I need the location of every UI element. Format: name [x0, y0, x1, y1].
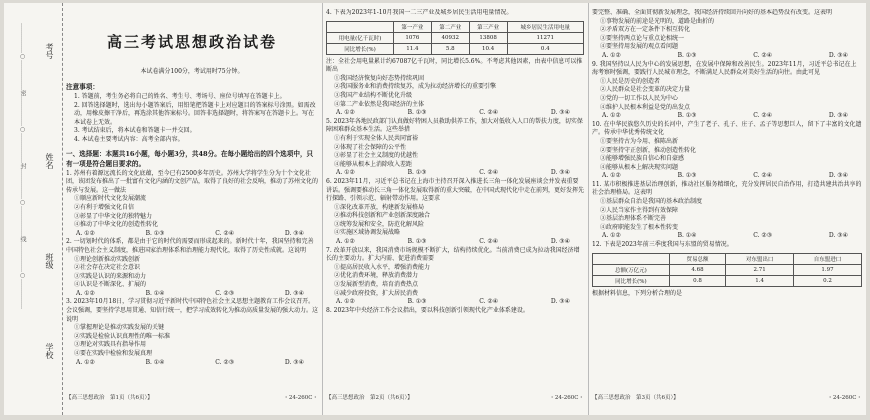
- table-cell: 11271: [507, 32, 583, 43]
- option: D. ③④: [550, 169, 570, 177]
- option: B. ①③: [677, 172, 697, 180]
- option: D. ③④: [828, 232, 848, 240]
- statement: ③彰显了中华文化的独特魅力: [74, 212, 153, 220]
- options-row: [326, 298, 584, 307]
- margin-label-class: 班级: [45, 253, 54, 269]
- statement: ④认识是不断深化、扩展的: [74, 281, 147, 289]
- statement: ②推动科技创新和产业创新深度融合: [334, 212, 431, 220]
- table-header: 城乡居民生活用电量: [507, 21, 583, 32]
- table-row: [593, 264, 862, 275]
- question-text: 根据材料信息，下列分析合理的是: [592, 289, 683, 297]
- option: B. ①③: [407, 238, 427, 246]
- option: A. ①②: [336, 238, 355, 246]
- statement: ④推动了中华文化的创造性转化: [74, 221, 159, 229]
- option: C. ②④: [479, 298, 499, 306]
- statement: ①有利于实现全体人民共同富裕: [334, 134, 419, 142]
- column-divider: [322, 3, 323, 415]
- option: C. ②④: [753, 112, 773, 120]
- option: D. ③④: [284, 358, 304, 366]
- table-cell: 13808: [469, 32, 507, 43]
- options-row: [592, 232, 862, 241]
- option: B. ①③: [407, 109, 427, 117]
- statement: ④减少政府投资，扩大居民消费: [334, 289, 419, 297]
- question-4: 4. 下表为2023年1-10月我国一二三产业及城乡居民生活用电量情况。: [326, 9, 513, 16]
- question-6: 6. 2023年11月，习近平总书记在上海市主持召开深入推进长三角一体化发展座谈会并发表重要讲话。强调要推动长三角一体化发展取得新的重大突破，在中国式现代化中走在前列，更好发挥先行探路、引领示范、辐射带动作用。这要求: [326, 177, 584, 203]
- table-cell: 0.4: [507, 43, 583, 54]
- table-cell: 40932: [431, 32, 469, 43]
- statement: ④能够从根本上消除收入差距: [334, 160, 413, 168]
- margin-label-name: 姓名: [45, 153, 54, 169]
- table-header: 对东盟出口: [726, 253, 794, 264]
- statement: ②优化消费环境，释放消费潜力: [334, 272, 419, 280]
- statement: ①要坚持古为今用、推陈出新: [600, 137, 679, 145]
- statement: ①人民是历史的创造者: [600, 77, 661, 85]
- option: D. ③④: [550, 298, 570, 306]
- options-row: [592, 52, 862, 61]
- question-2: 2. 一切划时代的体系，都是由于它的时代的需要而形成起来的。新时代十年，我国坚持和完善中国特色社会主义制度，推进国家治理体系和治理能力现代化，取得了历史性成就。这说明: [66, 238, 314, 254]
- option: A. ①②: [602, 172, 621, 180]
- table-row: [593, 275, 862, 286]
- statement: ④要在实践中检验和发展真理: [74, 350, 153, 358]
- footer-code: ・24-260C・: [549, 395, 584, 401]
- option: B. ①④: [145, 358, 165, 366]
- page-footer: [326, 393, 584, 401]
- option: C. ②④: [479, 169, 499, 177]
- statement: ④政府职能发生了根本性转变: [600, 223, 679, 231]
- question-1: 1. 苏州有着源远流长的文化底蕴，至今已有2500多年历史。苏州大学将学生分为十个文化社团，该团发布推出了一批富有文化内涵的文创产品，取得了良好的社会反响，推动了苏州文化的传承与发展。这一做法: [66, 169, 318, 194]
- question-7: 7. 改革开放以来，我国消费市场规模不断扩大，结构持续优化。当前消费已成为拉动我国经济增长的主要动力。扩大内需、促进消费需要: [326, 246, 580, 263]
- question-8: 8. 2023年中央经济工作会议指出，要以科技创新引领现代化产业体系建设。: [326, 306, 529, 314]
- binding-margin: [4, 3, 63, 415]
- option: C. ②④: [479, 109, 499, 117]
- option: A. ①②: [76, 289, 95, 297]
- statement: ②我国服务业和消费持续复苏，成为拉动经济增长的重要引擎: [334, 83, 497, 91]
- statement: ①我国经济恢复向好态势持续巩固: [334, 74, 425, 82]
- option: A. ①②: [602, 51, 621, 59]
- page-footer: [66, 393, 318, 401]
- statement: ③党的一切工作以人民为中心: [600, 94, 679, 102]
- statement: ③实践是认识的来源和动力: [74, 272, 147, 280]
- statement: ②要坚持守正创新，推动创造性转化: [600, 146, 697, 154]
- margin-label-school: 学校: [45, 343, 54, 359]
- statement: ②实践是检验认识真理性的唯一标准: [74, 332, 171, 340]
- question-11: 11. 某市积极推进基层治理创新，推动社区服务精细化，充分发挥居民自治作用，打造共建共治共享的社会治理格局。这表明: [592, 180, 862, 197]
- statement: ①基层群众自治是我国的基本政治制度: [600, 198, 703, 206]
- statement: ①提高居民收入水平，增强消费能力: [334, 263, 431, 271]
- table-cell: 同比增长(%): [327, 43, 394, 54]
- statement: ④维护人民根本利益是党的出发点: [600, 103, 691, 111]
- column-divider: [588, 3, 589, 415]
- option: C. ②④: [479, 238, 499, 246]
- options-row: [326, 238, 584, 247]
- statement: ②人民当家作主得到有效保障: [600, 206, 679, 214]
- table-row: [327, 32, 584, 43]
- statement: ②社会存在决定社会意识: [74, 264, 141, 272]
- electricity-table: [326, 21, 584, 55]
- notice-item: 3. 考试结束后，将本试卷和答题卡一并交回。: [74, 127, 196, 135]
- statement: ④实施区域协调发展战略: [334, 229, 401, 237]
- statement: ②体现了社会保障的公平性: [334, 143, 407, 151]
- notice-item: 2. 回答选择题时，选出每小题答案后，用铅笔把答题卡上对应题目的答案标号涂黑。如需改动，用橡皮擦干净后，再选涂其他答案标号。回答非选择题时，将答案写在答题卡上。写在本试卷上无效。: [74, 101, 316, 126]
- question-5: 5. 2023年各地民政部门认真做好特困人员救助供养工作，加大对低收入人口的帮扶力度，切实保障困难群众基本生活。这些举措: [326, 117, 583, 134]
- statement: ①顺应新时代文化发展潮流: [74, 195, 147, 203]
- table-cell: 1076: [393, 32, 431, 43]
- option: C. ②③: [215, 289, 235, 297]
- notice-heading: 注意事项：: [66, 83, 99, 91]
- option: B. ①③: [145, 229, 165, 237]
- statement: ②矛盾双方在一定条件下相互转化: [600, 26, 691, 34]
- table-cell: 1.97: [794, 264, 862, 275]
- option: A. ①②: [336, 298, 355, 306]
- statement: ①深化改革开放，构建新发展格局: [334, 203, 425, 211]
- options-row: [66, 359, 318, 368]
- option: B. ①④: [677, 232, 697, 240]
- table-cell: 0.8: [669, 275, 725, 286]
- option: D. ③④: [828, 112, 848, 120]
- statement: ③发展新型消费，培育消费热点: [334, 281, 419, 289]
- footer-page: 【高三思想政治 第2页（共6页）】: [326, 395, 413, 401]
- table-cell: 2.71: [726, 264, 794, 275]
- score-note: 本试卷满分100分，考试用时75分钟。: [140, 68, 244, 75]
- option: D. ③④: [284, 289, 304, 297]
- notice-item: 4. 本试卷主要考试内容：高考全部内容。: [74, 135, 184, 143]
- table-cell: 1.4: [726, 275, 794, 286]
- option: C. ②③: [215, 358, 235, 366]
- option: A. ①②: [336, 169, 355, 177]
- option: D. ③④: [550, 109, 570, 117]
- option: A. ①②: [336, 109, 355, 117]
- statement: ①理论创新推动实践创新: [74, 255, 141, 263]
- option: A. ①②: [602, 112, 621, 120]
- options-row: [326, 109, 584, 118]
- option: B. ①③: [677, 112, 697, 120]
- page-2: [326, 9, 584, 401]
- table-cell: 同比增长(%): [593, 275, 670, 286]
- footer-page: 【高三思想政治 第3页（共6页）】: [592, 395, 679, 401]
- statement: ①掌握理论是推动实践发展的关键: [74, 324, 165, 332]
- option: B. ①③: [407, 298, 427, 306]
- table-cell: 5.8: [431, 43, 469, 54]
- option: B. ①④: [145, 289, 165, 297]
- option: C. ②④: [753, 51, 773, 59]
- table-header: 第二产业: [431, 21, 469, 32]
- footer-code: ・24-260C・: [283, 395, 318, 401]
- options-row: [592, 172, 862, 181]
- trade-table: [592, 253, 862, 287]
- table-cell: 11.4: [393, 43, 431, 54]
- option: C. ②④: [753, 172, 773, 180]
- option: C. ②③: [753, 232, 773, 240]
- statement: ③要坚持两点论与重点论相统一: [600, 34, 685, 42]
- table-header: [327, 21, 394, 32]
- table-cell: 用电量(亿千瓦时): [327, 32, 394, 43]
- question-12: 12. 下表是2023年前三季度我国与东盟的贸易情况。: [592, 241, 733, 249]
- footer-code: ・24-260C・: [827, 395, 862, 401]
- table-header: [593, 253, 670, 264]
- option: D. ③④: [828, 51, 848, 59]
- statement: ③理论对实践具有指导作用: [74, 341, 147, 349]
- table-cell: 总额(万亿元): [593, 264, 670, 275]
- statement: ③能够增强民族自信心和自豪感: [600, 155, 685, 163]
- options-row: [592, 112, 862, 121]
- table-header: 第三产业: [469, 21, 507, 32]
- option: D. ③④: [828, 172, 848, 180]
- statement: ④第二产业依然是我国经济的主体: [334, 100, 425, 108]
- option: A. ①②: [76, 358, 95, 366]
- question-9: 9. 我国坚持以人民为中心的发展思想，在发展中保障和改善民生。2023年11月，习近平总书记在上海考察时强调，要践行人民城市理念，不断满足人民群众对美好生活的向往。由此可见: [592, 60, 857, 77]
- margin-label-kaohao: 考号: [45, 43, 54, 59]
- option: D. ③④: [284, 229, 304, 237]
- statement: ③彰显了社会主义制度的优越性: [334, 152, 419, 160]
- table-header: 贸易总额: [669, 253, 725, 264]
- option: A. ①②: [76, 229, 95, 237]
- section-heading: 一、选择题：本题共16小题，每小题3分，共48分。在每小题给出的四个选项中，只有一项是符合题目要求的。: [66, 149, 314, 168]
- table-header: 自东盟进口: [794, 253, 862, 264]
- statement: ③基层治理体系不断完善: [600, 215, 667, 223]
- page-footer: [592, 393, 862, 401]
- question-text: 要完整、准确、全面贯彻新发展理念，我国经济持续回升向好的基本趋势没有改变。这表明: [592, 9, 833, 16]
- option: A. ①②: [602, 232, 621, 240]
- notice-item: 1. 答题前，考生务必将自己的姓名、考生号、考场号、座位号填写在答题卡上。: [74, 93, 286, 100]
- question-10: 10. 在中华民族悠久历史的长河中，产生了老子、孔子、庄子、孟子等思想巨人，留下了丰富的文化遗产。传承中华优秀传统文化: [592, 120, 862, 137]
- question-text: 注：全社会用电量累计约67087亿千瓦时，同比增长5.6%。不考虑其他因素，由表中信息可以推断出: [326, 57, 583, 74]
- page-3: [592, 9, 862, 401]
- option: B. ①③: [407, 169, 427, 177]
- table-cell: 0.2: [794, 275, 862, 286]
- option: B. ①③: [677, 51, 697, 59]
- exam-sheet: [4, 3, 866, 415]
- statement: ①事物发展的前途是光明的，道路是曲折的: [600, 17, 715, 25]
- table-cell: 4.68: [669, 264, 725, 275]
- seal-line-text: ……………○……………密……………○……………封……………○……………线……………○……………: [19, 23, 26, 309]
- table-row: [327, 43, 584, 54]
- table-header: 第一产业: [393, 21, 431, 32]
- footer-page: 【高三思想政治 第1页（共6页）】: [66, 395, 153, 401]
- table-cell: 10.4: [469, 43, 507, 54]
- statement: ④要坚持用发展的观点看问题: [600, 43, 679, 51]
- option: C. ②④: [215, 229, 235, 237]
- options-row: [326, 169, 584, 178]
- page-1: [66, 9, 318, 401]
- statement: ②有利于增强文化自信: [74, 203, 135, 211]
- statement: ③我国产业结构不断优化升级: [334, 91, 413, 99]
- question-3: 3. 2023年10月18日，学习贯彻习近平新时代中国特色社会主义思想主题教育工作会议召开。会议强调，要坚持学思用贯通、知信行统一，把学习成效转化为推动高质量发展的强大动力。这说明: [66, 298, 318, 323]
- option: D. ③④: [550, 238, 570, 246]
- exam-title: 高三考试思想政治试卷: [106, 33, 277, 51]
- statement: ③统筹发展和安全，防范化解风险: [334, 220, 425, 228]
- statement: ②人民群众是社会变革的决定力量: [600, 86, 691, 94]
- statement: ④能够从根本上解决现实问题: [600, 163, 679, 171]
